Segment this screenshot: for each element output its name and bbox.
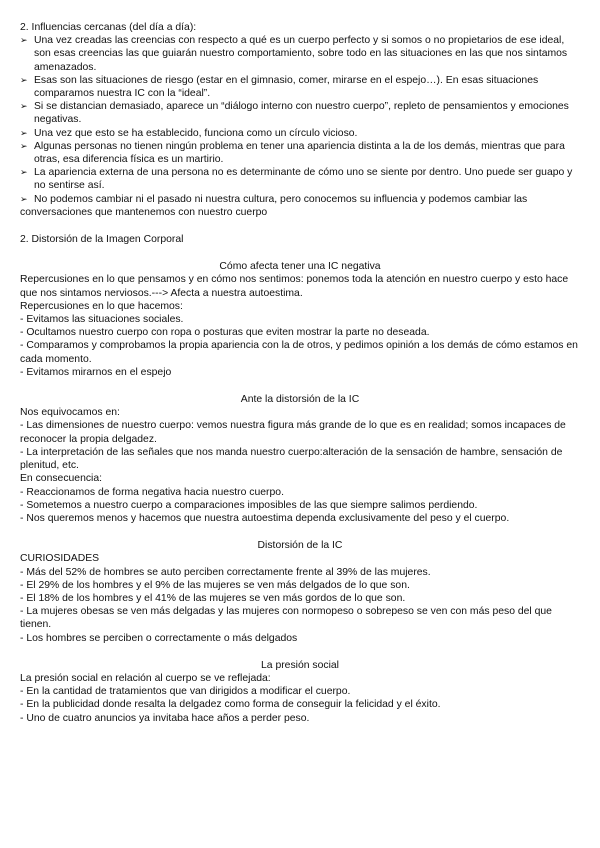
arrow-bullet-icon: ➢ bbox=[20, 167, 28, 178]
influencias-bullet-list bbox=[20, 34, 580, 206]
list-item: - Comparamos y comprobamos la propia apariencia con la de otros, y pedimos opinión a los demás de cómo estamos en cada momento. bbox=[20, 340, 578, 365]
bullet-item: ➢ Esas son las situaciones de riesgo (estar en el gimnasio, comer, mirarse en el espejo…). En esas situaciones comparamos nuestra IC con la “ideal”. bbox=[20, 74, 539, 100]
list-item: - Ocultamos nuestro cuerpo con ropa o posturas que eviten mostrar la parte no deseada. bbox=[20, 327, 430, 339]
list-item: - En la cantidad de tratamientos que van dirigidos a modificar el cuerpo. bbox=[20, 686, 351, 698]
curiosidades-list bbox=[20, 566, 580, 645]
block-title-ante-distorsion: Ante la distorsión de la IC bbox=[240, 394, 360, 406]
arrow-bullet-icon: ➢ bbox=[20, 193, 28, 204]
bullet-item: ➢ Una vez que esto se ha establecido, funciona como un círculo vicioso. bbox=[20, 127, 358, 139]
list-item: - Más del 52% de hombres se auto perciben correctamente frente al 39% de las mujeres. bbox=[20, 566, 431, 578]
curiosidades-heading: CURIOSIDADES bbox=[20, 553, 100, 565]
list-item: - Evitamos las situaciones sociales. bbox=[20, 314, 184, 326]
list-item: - En la publicidad donde resalta la delgadez como forma de conseguir la felicidad y el éxito. bbox=[20, 699, 441, 711]
list-item: - Evitamos mirarnos en el espejo bbox=[20, 366, 172, 378]
section-heading-distorsion: 2. Distorsión de la Imagen Corporal bbox=[20, 234, 184, 246]
list-item: - El 29% de los hombres y el 9% de las mujeres se ven más delgados de lo que son. bbox=[20, 579, 410, 591]
bullet-item: ➢ Una vez creadas las creencias con respecto a qué es un cuerpo perfecto y si somos o no propietarios de ese ideal, son esas creencias las que guiarán nuestro comportamiento, sobre todo en las situaciones en las que nos sintamos amenazados. bbox=[20, 35, 568, 73]
section-heading-influencias: 2. Influencias cercanas (del día a día): bbox=[20, 22, 197, 33]
paragraph-equivocamos: Nos equivocamos en: bbox=[20, 407, 120, 419]
block-title-distorsion-ic: Distorsión de la IC bbox=[257, 540, 343, 552]
list-item: - Reaccionamos de forma negativa hacia nuestro cuerpo. bbox=[20, 486, 284, 498]
list-item: - La mujeres obesas se ven más delgadas y las mujeres con normopeso o sobrepeso se ven con más peso del que tienen. bbox=[20, 606, 552, 631]
arrow-bullet-icon: ➢ bbox=[20, 35, 28, 46]
list-item: - Uno de cuatro anuncios ya invitaba hace años a perder peso. bbox=[20, 712, 310, 724]
equivocamos-list bbox=[20, 419, 580, 472]
list-item: - El 18% de los hombres y el 41% de las mujeres se ven más gordos de lo que son. bbox=[20, 592, 406, 604]
paragraph-repercusiones-pensamos: Repercusiones en lo que pensamos y en cómo nos sentimos: ponemos toda la atención en nuestro cuerpo y esto hace que nos sintamos nerviosos.---> Afecta a nuestra autoestima. bbox=[20, 274, 569, 299]
list-item: - Los hombres se perciben o correctamente o más delgados bbox=[20, 632, 298, 644]
bullet-item: ➢ No podemos cambiar ni el pasado ni nuestra cultura, pero conocemos su influencia y podemos cambiar las bbox=[20, 193, 528, 205]
list-item: - Las dimensiones de nuestro cuerpo: vemos nuestra figura más grande de lo que es en realidad; somos incapaces de reconocer la propia delgadez. bbox=[20, 420, 566, 445]
presion-social-list bbox=[20, 685, 580, 725]
arrow-bullet-icon: ➢ bbox=[20, 127, 28, 138]
hacemos-list bbox=[20, 313, 580, 379]
list-item: - La interpretación de las señales que nos manda nuestro cuerpo:alteración de la sensación de hambre, sensación de plenitud, etc. bbox=[20, 446, 563, 472]
bullet-item: ➢ Algunas personas no tienen ningún problema en tener una apariencia distinta a la de los demás, mientras que para otras, esa diferencia física es un martirio. bbox=[20, 140, 565, 166]
arrow-bullet-icon: ➢ bbox=[20, 101, 28, 112]
bullet-item: ➢ Si se distancian demasiado, aparece un “diálogo interno con nuestro cuerpo”, repleto de pensamientos y emociones negativas. bbox=[20, 101, 569, 126]
list-item: - Nos queremos menos y hacemos que nuestra autoestima dependa exclusivamente del peso y el cuerpo. bbox=[20, 512, 510, 524]
paragraph-presion-social: La presión social en relación al cuerpo se ve reflejada: bbox=[20, 672, 271, 684]
block-title-presion-social: La presión social bbox=[261, 659, 339, 671]
list-item: - Sometemos a nuestro cuerpo a comparaciones imposibles de las que siempre salimos perdiendo. bbox=[20, 499, 478, 511]
bullet-item: ➢ La apariencia externa de una persona no es determinante de cómo uno se siente por dentro. Uno puede ser guapo y no sentirse así. bbox=[20, 167, 573, 192]
arrow-bullet-icon: ➢ bbox=[20, 140, 28, 151]
arrow-bullet-icon: ➢ bbox=[20, 74, 28, 85]
paragraph-repercusiones-hacemos: Repercusiones en lo que hacemos: bbox=[20, 300, 183, 312]
bullet-continuation: conversaciones que mantenemos con nuestro cuerpo bbox=[20, 206, 268, 218]
paragraph-consecuencia: En consecuencia: bbox=[20, 473, 103, 485]
block-title-ic-negativa: Cómo afecta tener una IC negativa bbox=[219, 261, 381, 273]
consecuencia-list bbox=[20, 486, 580, 526]
